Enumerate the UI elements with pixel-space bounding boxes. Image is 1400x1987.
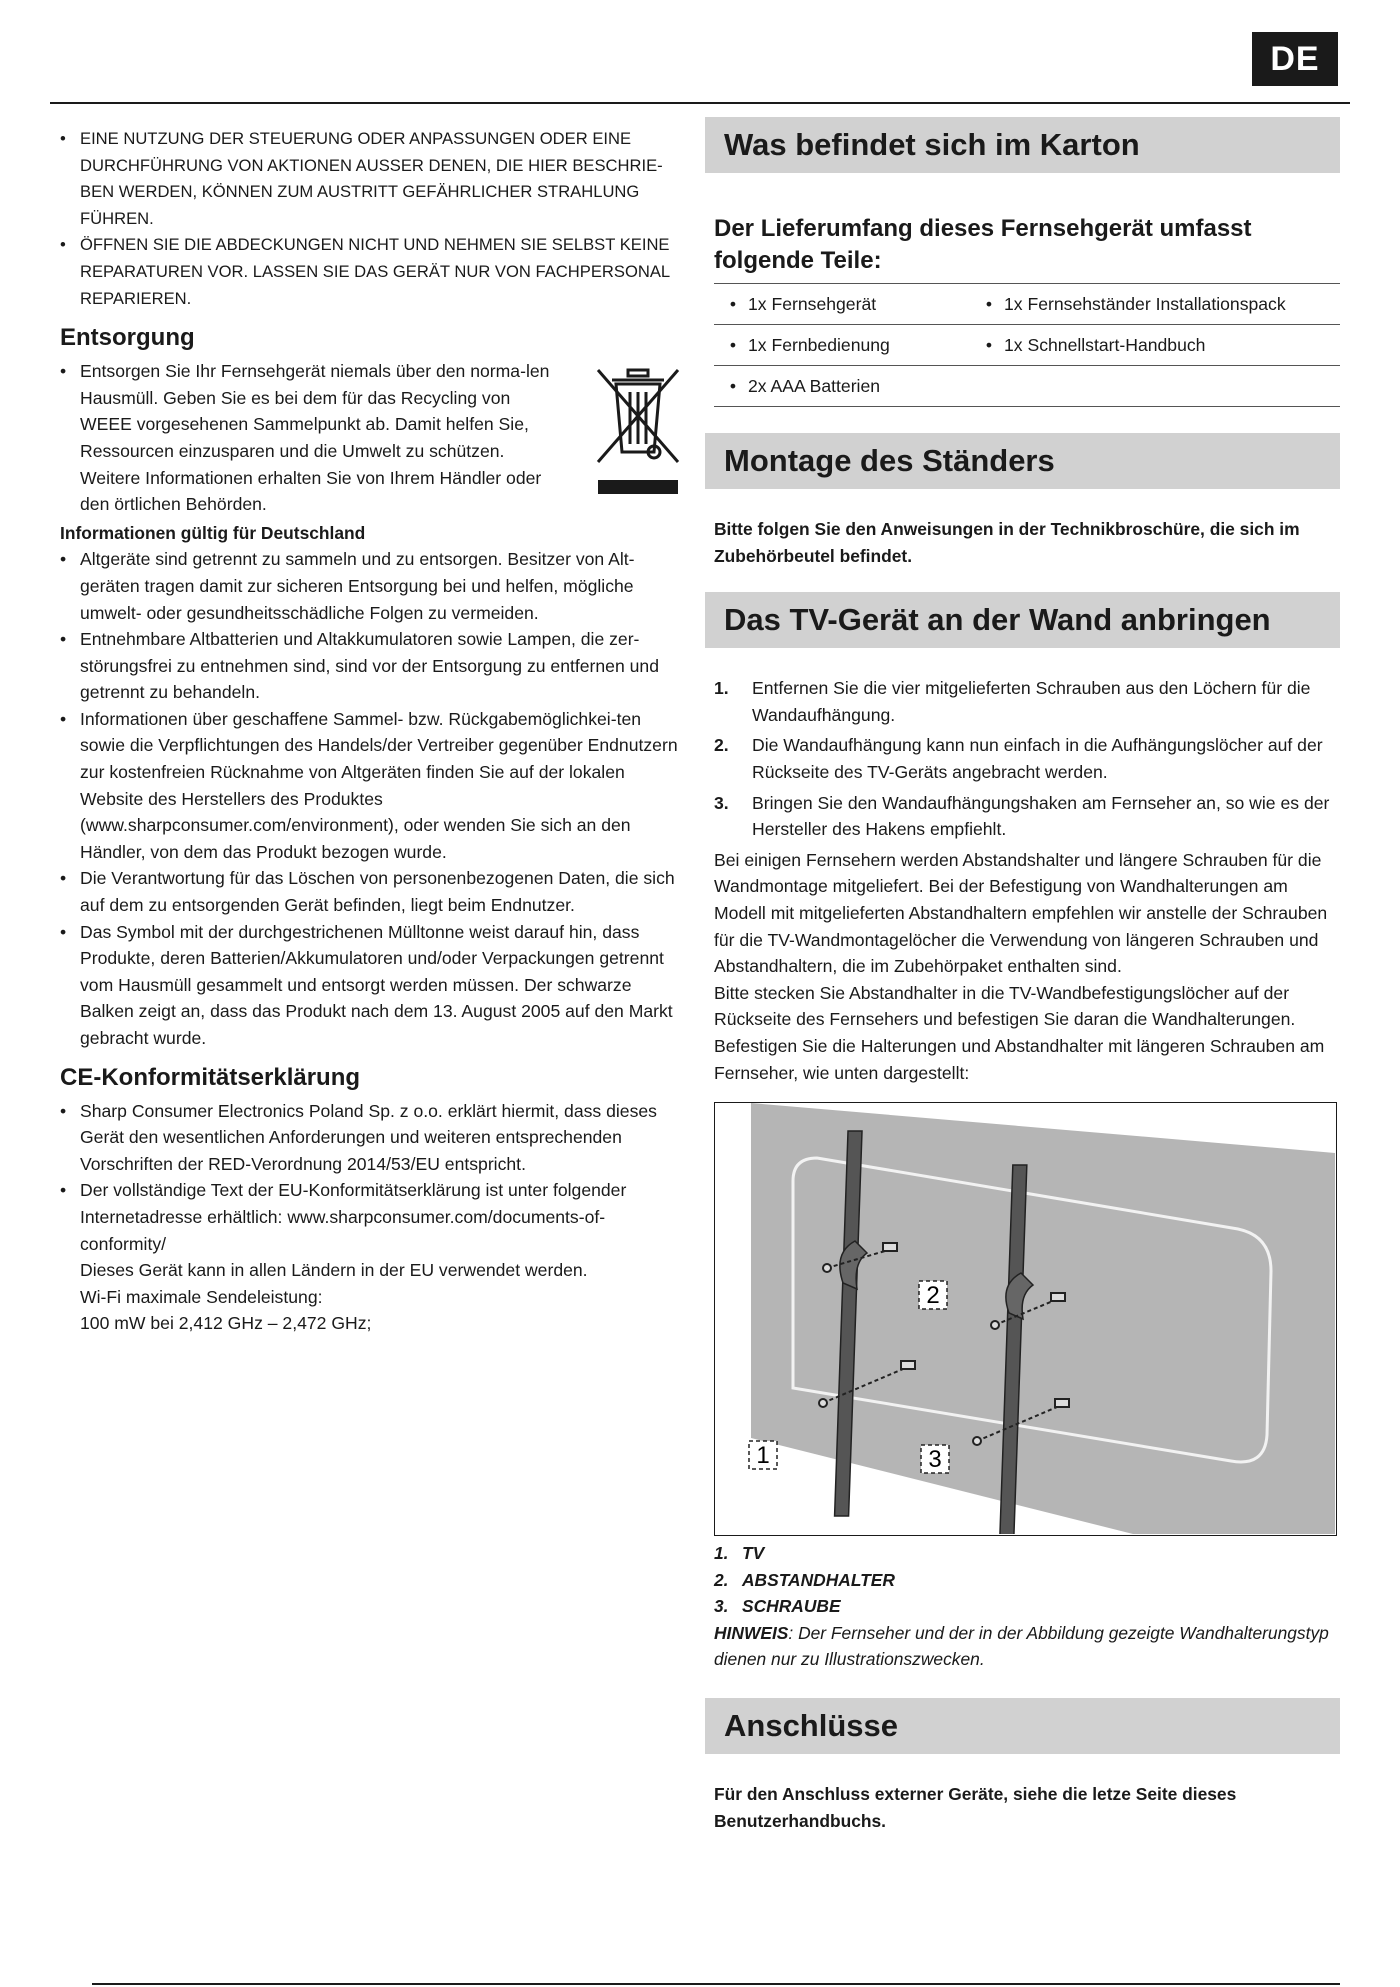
step-number: 3. — [714, 792, 729, 813]
germany-item: • Die Verantwortung für das Löschen von personenbezogenen Daten, die sich auf dem zu entsorgenden Gerät befinden, liegt beim Endnutzer. — [60, 865, 686, 918]
ce-list — [60, 1098, 686, 1337]
figure-callout-3: 3 — [928, 1446, 942, 1474]
ce-item-text: • Der vollständige Text der EU-Konformitätserklärung ist unter folgender Internetadresse erhältlich: www.sharpconsumer.com/documents-of-conformity/ — [80, 1180, 627, 1254]
wall-paragraph: Bitte stecken Sie Abstandhalter in die TV-Wandbefestigungslöcher auf der Rückseite des Fernsehers und befestigen Sie daran die Wandhalterungen. Befestigen Sie die Halterungen und Abstandhalter mit längeren Schrauben am Fernseher, wie unten dargestellt: — [714, 982, 1325, 1083]
legend-item: 2. ABSTANDHALTER — [714, 1569, 895, 1590]
disposal-heading: Entsorgung — [60, 324, 195, 352]
ce-heading: CE-Konformitätserklärung — [60, 1063, 361, 1091]
box-item: 1x Fernbedienung — [748, 334, 890, 355]
germany-list — [60, 546, 686, 1051]
step-number: 1. — [714, 678, 729, 699]
box-item: 2x AAA Batterien — [748, 375, 881, 396]
box-contents-heading: Der Lieferumfang dieses Fernsehgerät umfasst folgende Teile: — [714, 215, 1252, 274]
legend-item: 3. SCHRAUBE — [714, 1596, 841, 1617]
figure-hint — [714, 1620, 1340, 1673]
wall-mount-illustration — [715, 1103, 1335, 1534]
ce-wifi-label: Wi-Fi maximale Sendeleistung: — [80, 1286, 323, 1307]
wall-step — [714, 732, 1340, 785]
germany-item: • Informationen über geschaffene Sammel- bzw. Rückgabemöglichkei-ten sowie die Verpflichtungen des Handels/der Vertreiber gegenüber Endnutzern zur kostenfreien Rücknahme von Altgeräten finden Sie auf der lokalen Website des Herstellers des Produktes (www.sharpconsumer.com/environment), oder wenden Sie sich an den Händler, von dem das Produkt bezogen wurde. — [60, 706, 686, 866]
wall-mount-figure — [714, 1102, 1337, 1536]
left-column — [60, 126, 686, 1337]
section-title-wall: Das TV-Gerät an der Wand anbringen — [705, 592, 1340, 648]
stand-text: Bitte folgen Sie den Anweisungen in der Technikbroschüre, die sich im Zubehörbeutel befindet. — [714, 519, 1300, 566]
step-text: Bringen Sie den Wandaufhängungshaken am Fernseher an, so wie es der Hersteller des Hakens empfiehlt. — [752, 792, 1330, 840]
section-title-box: Was befindet sich im Karton — [705, 117, 1340, 173]
wall-step — [714, 790, 1340, 843]
disposal-list — [60, 358, 560, 518]
figure-callout-2: 2 — [926, 1282, 940, 1310]
wall-steps-list — [705, 675, 1340, 843]
germany-item: • Altgeräte sind getrennt zu sammeln und zu entsorgen. Besitzer von Alt-geräten tragen damit zur sicheren Entsorgung bei und helfen, mögliche umwelt- oder gesundheitsschädliche Folgen zu vermeiden. — [60, 546, 686, 626]
table-row: • 1x Fernbedienung • 1x Schnellstart-Handbuch — [714, 325, 1340, 366]
germany-heading: Informationen gültig für Deutschland — [60, 522, 366, 543]
disposal-section — [60, 358, 686, 518]
section-title-stand: Montage des Ständers — [705, 433, 1340, 489]
hint-label: HINWEIS — [714, 1622, 789, 1643]
figure-legend — [714, 1540, 1340, 1620]
disposal-text: • Entsorgen Sie Ihr Fernsehgerät niemals über den norma-len Hausmüll. Geben Sie es bei dem für das Recycling von WEEE vorgesehenen Sammelpunkt ab. Damit helfen Sie, Ressourcen einzusparen und die Umwelt zu schützen. Weitere Informationen erhalten Sie von Ihrem Händler oder den örtlichen Behörden. — [60, 358, 560, 518]
footer-rule — [92, 1983, 1340, 1985]
box-item: 1x Fernsehständer Installationspack — [1004, 293, 1286, 314]
germany-item: • Entnehmbare Altbatterien und Altakkumulatoren sowie Lampen, die zer-störungsfrei zu entnehmen sind, sind vor der Entsorgung zu entfernen und getrennt zu behandeln. — [60, 626, 686, 706]
ce-wifi-value: 100 mW bei 2,412 GHz – 2,472 GHz; — [80, 1313, 372, 1334]
warning-item: • EINE NUTZUNG DER STEUERUNG ODER ANPASSUNGEN ODER EINE DURCHFÜHRUNG VON AKTIONEN AUSSER DENEN, DIE HIER BESCHRIE-BEN WERDEN, KÖNNEN ZUM AUSTRITT GEFÄHRLICHER STRAHLUNG FÜHREN. — [60, 126, 686, 232]
step-text: Entfernen Sie die vier mitgelieferten Schrauben aus den Löchern für die Wandaufhängung. — [752, 678, 1311, 725]
crossed-bin-icon — [590, 364, 686, 496]
step-text: Die Wandaufhängung kann nun einfach in die Aufhängungslöcher auf der Rückseite des TV-Geräts angebracht werden. — [752, 735, 1323, 782]
box-item: 1x Fernsehgerät — [748, 293, 877, 314]
wall-step — [714, 675, 1340, 728]
box-contents-table — [714, 283, 1340, 407]
wall-paragraph: Bei einigen Fernsehern werden Abstandshalter und längere Schrauben für die Wandmontage mitgeliefert. Bei der Befestigung von Wandhalterungen am Modell mit mitgelieferten Abstandhaltern empfehlen wir anstelle der Schrauben für die TV-Wandmontagelöcher die Verwendung von längeren Schrauben und Abstandhaltern, die im Zubehörpaket enthalten sind. — [714, 849, 1328, 977]
ce-eu-countries: Dieses Gerät kann in allen Ländern in der EU verwendet werden. — [80, 1260, 588, 1281]
hint-text: : Der Fernseher und der in der Abbildung gezeigte Wandhalterungstyp dienen nur zu Illustrationszwecken. — [714, 1622, 1329, 1670]
legend-item: 1. TV — [714, 1543, 765, 1564]
connections-text: Für den Anschluss externer Geräte, siehe die letze Seite dieses Benutzerhandbuchs. — [714, 1784, 1237, 1831]
language-badge: DE — [1252, 32, 1338, 86]
table-row: • 1x Fernsehgerät • 1x Fernsehständer Installationspack — [714, 284, 1340, 325]
warning-item: • ÖFFNEN SIE DIE ABDECKUNGEN NICHT UND NEHMEN SIE SELBST KEINE REPARATUREN VOR. LASSEN SIE DAS GERÄT NUR VON FACHPERSONAL REPARIEREN. — [60, 232, 686, 312]
warning-list — [60, 126, 686, 312]
step-number: 2. — [714, 735, 729, 756]
table-row: • 2x AAA Batterien — [714, 366, 1340, 407]
box-item: 1x Schnellstart-Handbuch — [1004, 334, 1206, 355]
figure-callout-1: 1 — [756, 1442, 770, 1470]
header-rule — [50, 102, 1350, 104]
section-title-connections: Anschlüsse — [705, 1698, 1340, 1754]
ce-item: • Sharp Consumer Electronics Poland Sp. z o.o. erklärt hiermit, dass dieses Gerät den wesentlichen Anforderungen und weiteren entsprechenden Vorschriften der RED-Verordnung 2014/53/EU entspricht. — [60, 1098, 686, 1178]
germany-item: • Das Symbol mit der durchgestrichenen Mülltonne weist darauf hin, dass Produkte, deren Batterien/Akkumulatoren und/oder Verpackungen getrennt vom Hausmüll gesammelt und entsorgt werden müssen. Der schwarze Balken zeigt an, dass das Produkt nach dem 13. August 2005 auf den Markt gebracht wurde. — [60, 919, 686, 1052]
ce-item — [60, 1177, 686, 1337]
right-column — [705, 117, 1340, 1834]
